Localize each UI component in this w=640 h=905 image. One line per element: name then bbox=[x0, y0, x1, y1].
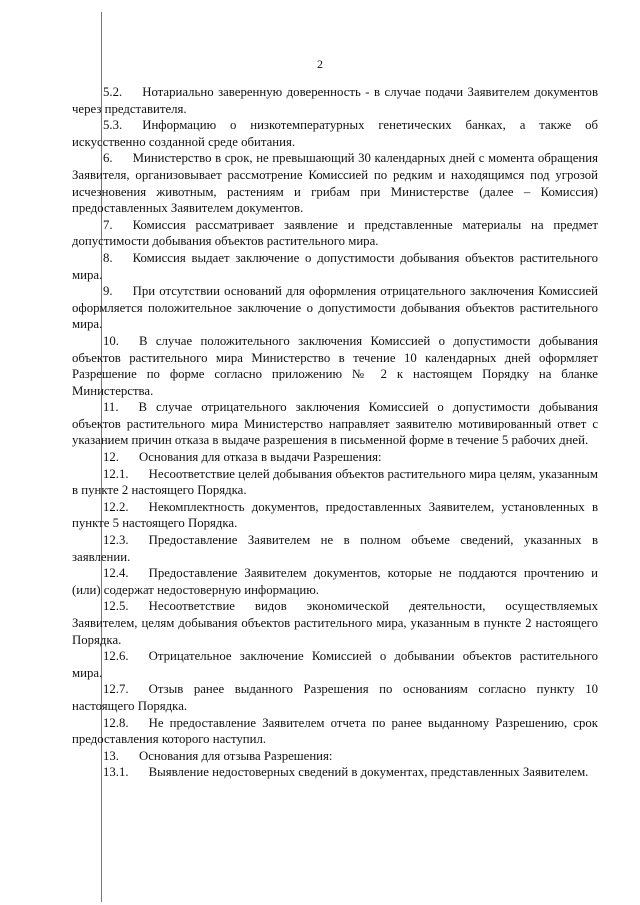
paragraph-number: 6. bbox=[103, 151, 113, 166]
paragraph-12-6 bbox=[72, 648, 598, 681]
paragraph-5-3 bbox=[72, 117, 598, 150]
paragraph-text: Несоответствие целей добывания объектов растительного мира целям, указанным в пункте 2 настоящего Порядка. bbox=[72, 466, 598, 498]
paragraph-number: 9. bbox=[103, 284, 113, 299]
paragraph-number: 12.8. bbox=[103, 715, 129, 730]
paragraph-number: 12.6. bbox=[103, 649, 129, 664]
paragraph-number: 12.5. bbox=[103, 599, 129, 614]
paragraph-number: 11. bbox=[103, 400, 119, 415]
paragraph-12-3 bbox=[72, 532, 598, 565]
paragraph-number: 12.2. bbox=[103, 499, 129, 514]
paragraph-text: Выявление недостоверных сведений в документах, представленных Заявителем. bbox=[148, 765, 589, 780]
paragraph-text: Не предоставление Заявителем отчета по ранее выданному Разрешению, срок предоставления которого наступил. bbox=[72, 715, 598, 747]
paragraph-12-5 bbox=[72, 598, 598, 648]
paragraph-number: 5.2. bbox=[103, 85, 123, 99]
paragraph-number: 7. bbox=[103, 217, 113, 232]
paragraph-text: Комиссия выдает заключение о допустимости добывания объектов растительного мира. bbox=[72, 250, 598, 282]
paragraph-number: 10. bbox=[103, 333, 119, 348]
paragraph-number: 12. bbox=[103, 450, 119, 465]
paragraph-text: Информацию о низкотемпературных генетических банках, а также об искусственно созданной среде обитания. bbox=[72, 118, 598, 149]
page-number: 2 bbox=[317, 57, 323, 71]
paragraph-text: Министерство в срок, не превышающий 30 календарных дней с момента обращения Заявителя, организовывает рассмотрение Комиссией по редким и находящимся под угрозой исчезновения животным, растениям и грибам при Министерстве (далее – Комиссия) предоставленных Заявителем документов. bbox=[72, 151, 598, 216]
paragraph-12-8 bbox=[72, 715, 598, 748]
paragraph-9 bbox=[72, 283, 598, 333]
paragraph-text: Предоставление Заявителем не в полном объеме сведений, указанных в заявлении. bbox=[72, 533, 598, 564]
paragraph-6 bbox=[72, 150, 598, 216]
paragraph-11 bbox=[72, 399, 598, 449]
paragraph-number: 8. bbox=[103, 250, 113, 265]
paragraph-text: В случае отрицательного заключения Комиссией о допустимости добывания объектов растительного мира Министерство направляет заявителю мотивированный ответ с указанием причин отказа в выдаче разрешения в письменной форме в течение 5 рабочих дней. bbox=[72, 400, 598, 448]
paragraph-number: 5.3. bbox=[103, 118, 123, 133]
paragraph-text: Нотариально заверенную доверенность - в случае подачи Заявителем документов через представителя. bbox=[72, 85, 598, 116]
paragraph-number: 12.7. bbox=[103, 682, 129, 697]
paragraph-text: Основания для отказа в выдачи Разрешения: bbox=[139, 450, 382, 465]
paragraph-12-2 bbox=[72, 499, 598, 532]
paragraph-13 bbox=[72, 748, 598, 765]
paragraph-text: Некомплектность документов, предоставленных Заявителем, установленных в пункте 5 настоящего Порядка. bbox=[72, 499, 598, 531]
paragraph-12 bbox=[72, 449, 598, 466]
paragraph-13-1 bbox=[72, 764, 598, 781]
paragraph-10 bbox=[72, 333, 598, 399]
paragraph-5-2 bbox=[72, 84, 598, 117]
document-body bbox=[72, 84, 598, 781]
paragraph-text: При отсутствии оснований для оформления отрицательного заключения Комиссией оформляется положительное заключение о допустимости добывания объектов растительного мира. bbox=[72, 284, 598, 332]
paragraph-number: 13.1. bbox=[103, 765, 129, 780]
paragraph-text: Основания для отзыва Разрешения: bbox=[139, 748, 333, 763]
paragraph-number: 13. bbox=[103, 748, 119, 763]
paragraph-text: Предоставление Заявителем документов, которые не поддаются прочтению и (или) содержат недостоверную информацию. bbox=[72, 566, 598, 597]
paragraph-number: 12.1. bbox=[103, 466, 129, 481]
paragraph-number: 12.3. bbox=[103, 533, 129, 548]
paragraph-text: В случае положительного заключения Комиссией о допустимости добывания объектов растительного мира Министерство в течение 10 календарных дней оформляет Разрешение по форме согласно приложению № 2 к настоящем Порядку на бланке Министерства. bbox=[72, 333, 598, 398]
paragraph-text: Несоответствие видов экономической деятельности, осуществляемых Заявителем, целям добывания объектов растительного мира, указанным в пункте 2 настоящего Порядка. bbox=[72, 599, 598, 647]
paragraph-12-1 bbox=[72, 466, 598, 499]
paragraph-12-4 bbox=[72, 565, 598, 598]
paragraph-8 bbox=[72, 250, 598, 283]
paragraph-text: Отрицательное заключение Комиссией о добывании объектов растительного мира. bbox=[72, 649, 598, 680]
paragraph-number: 12.4. bbox=[103, 566, 129, 581]
paragraph-12-7 bbox=[72, 681, 598, 714]
paragraph-text: Комиссия рассматривает заявление и представленные материалы на предмет допустимости добывания объектов растительного мира. bbox=[72, 217, 598, 249]
paragraph-7 bbox=[72, 217, 598, 250]
paragraph-text: Отзыв ранее выданного Разрешения по основаниям согласно пункту 10 настоящего Порядка. bbox=[72, 682, 598, 713]
